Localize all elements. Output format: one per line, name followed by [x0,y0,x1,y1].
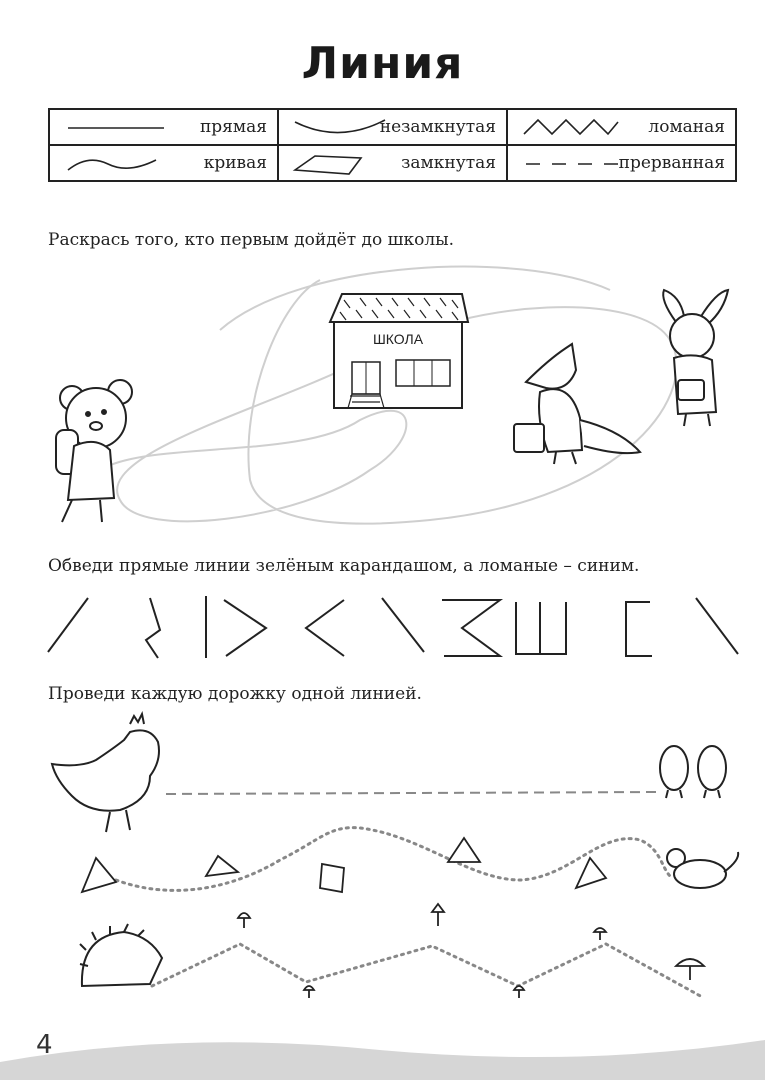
dashed-path-hen [166,792,660,794]
broken-trace-line[interactable] [306,600,344,656]
broken-trace-line[interactable] [626,602,652,656]
task-instruction: Раскрась того, кто первым дойдёт до школы. [48,230,455,250]
mushroom-icon [432,904,444,926]
legend-label: кривая [203,153,267,173]
broken-trace-line[interactable] [442,600,500,656]
rabbit-character[interactable] [663,290,728,426]
broken-trace-line[interactable] [146,598,160,658]
school-building[interactable] [330,294,468,408]
cheese-icon [448,838,480,862]
mushroom-icon [594,928,606,940]
legend-label: незамкнутая [379,117,496,137]
straight-trace-line[interactable] [696,598,738,654]
cheese-pieces [82,838,606,892]
mushroom-icon [676,959,704,980]
cheese-icon [320,864,344,892]
broken-trace-line[interactable] [224,600,266,656]
page-number: 4 [36,1030,53,1060]
legend-label: прямая [199,117,267,137]
broken-trace-line[interactable] [516,602,566,654]
legend-label: прерванная [618,153,725,173]
legend-label: замкнутая [401,153,496,173]
trace-lines-row [48,596,738,658]
straight-trace-line[interactable] [48,598,88,652]
hen-character[interactable] [52,714,159,832]
dotted-path-mushrooms [152,944,704,998]
legend-label: ломаная [648,117,725,137]
mouse-character[interactable] [667,849,738,888]
mushrooms [238,904,704,998]
task-instruction: Обведи прямые линии зелёным карандашом, а ломаные – синим. [48,556,640,576]
bottom-wave-decoration [0,1040,765,1080]
mushroom-icon [514,986,524,998]
task-instruction: Проведи каждую дорожку одной линией. [48,684,422,704]
hedgehog-character[interactable] [80,924,162,986]
cheese-icon [576,858,606,888]
cheese-icon [206,856,238,876]
mushroom-icon [238,913,250,928]
school-sign: ШКОЛА [372,331,424,347]
straight-trace-line[interactable] [382,598,424,652]
mushroom-icon [304,986,314,998]
page-title: Линия [301,38,464,89]
cheese-icon [82,858,116,892]
chicks-character[interactable] [660,746,726,798]
fox-character[interactable] [514,344,640,464]
